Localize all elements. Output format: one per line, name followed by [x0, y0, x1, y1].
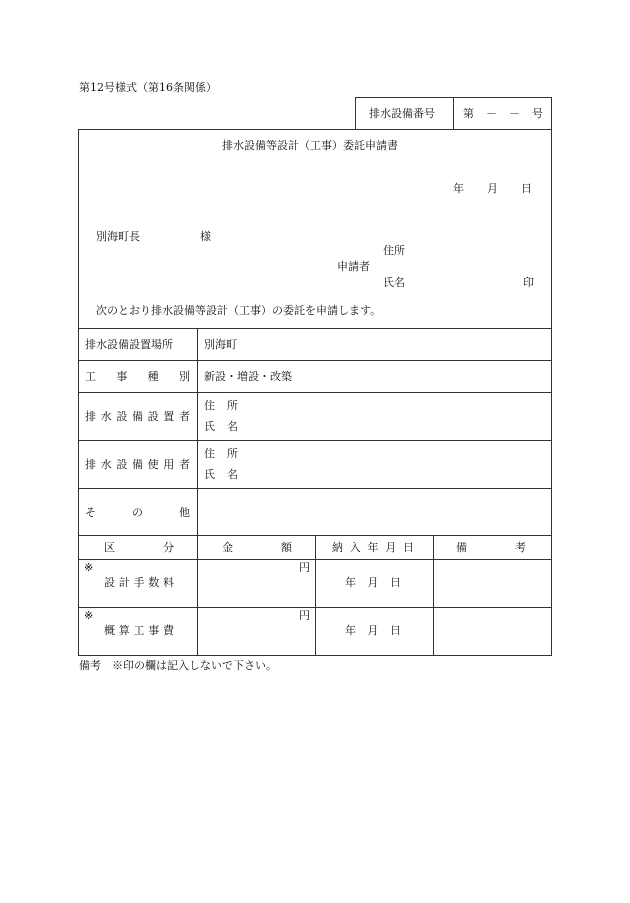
applicant-name-label: 氏名	[383, 276, 405, 289]
fee-row-1-date-char: 年	[345, 576, 356, 589]
user-address-label-char: 住	[204, 447, 215, 460]
drainage-number-value-char: 号	[532, 107, 543, 120]
fee-row-2-date-char: 年	[345, 624, 356, 637]
user-label-char: 設	[116, 458, 128, 471]
fee-header-amount-char: 額	[281, 541, 292, 554]
installer-name-label	[204, 421, 238, 432]
fee-row-2-mark: ※	[84, 609, 94, 622]
fee-header-date-char: 年	[367, 541, 379, 554]
fee-row-1-mark: ※	[84, 561, 94, 574]
user-label-char: 備	[131, 458, 143, 471]
fee-row-2-date[interactable]	[345, 625, 401, 636]
work-type-label-char: 別	[178, 370, 190, 383]
fee-header-amount	[222, 542, 292, 553]
fee-header-notes-char: 考	[515, 541, 526, 554]
fee-row-2-label-char: 算	[118, 624, 130, 637]
user-name-label	[204, 469, 238, 480]
user-label-char: 者	[178, 458, 190, 471]
fee-header-date	[332, 542, 414, 553]
form-number-header: 第12号様式（第16条関係）	[79, 81, 217, 94]
other-label-char: 他	[179, 506, 190, 519]
fee-header-date-char: 日	[403, 541, 414, 554]
honorific: 様	[200, 230, 211, 243]
footnote: 備考 ※印の欄は記入しないで下さい。	[79, 659, 277, 672]
location-label: 排水設備設置場所	[85, 338, 173, 351]
fee-header-category-char: 分	[163, 541, 174, 554]
fee-row-1-date[interactable]	[345, 577, 401, 588]
label-column-divider	[197, 328, 198, 655]
fee-row-1-date-char: 日	[390, 576, 401, 589]
user-name-label-char: 氏	[204, 468, 215, 481]
installer-label-char: 排	[85, 410, 96, 423]
installer-label-char: 者	[178, 410, 190, 423]
installer-label-char: 置	[163, 410, 175, 423]
amount-date-divider	[315, 535, 316, 655]
installer-label	[85, 411, 190, 422]
user-label-char: 使	[147, 458, 159, 471]
rule-3	[78, 392, 552, 393]
other-label	[85, 507, 190, 518]
fee-row-2-date-char: 月	[367, 624, 379, 637]
fee-row-2-unit: 円	[299, 609, 310, 622]
work-type-label	[85, 371, 190, 382]
installer-address-label-char: 住	[204, 399, 215, 412]
other-label-char: そ	[85, 506, 96, 519]
work-type-value[interactable]: 新設・増設・改築	[204, 370, 292, 383]
installer-label-char: 設	[116, 410, 128, 423]
fee-header-notes	[456, 542, 526, 553]
fee-row-1-label-char: 計	[118, 576, 130, 589]
fee-row-2-date-char: 日	[390, 624, 401, 637]
fee-header-category-char: 区	[104, 541, 115, 554]
date-notes-divider	[433, 535, 434, 655]
user-address-label-char: 所	[227, 447, 238, 460]
application-date-char: 月	[487, 182, 498, 195]
work-type-label-char: 工	[85, 370, 96, 383]
rule-2	[78, 360, 552, 361]
fee-header-category	[104, 542, 174, 553]
fee-row-2-label-char: 工	[133, 624, 145, 637]
installer-name-label-char: 名	[227, 420, 238, 433]
rule-1	[78, 328, 552, 329]
user-label-char: 排	[85, 458, 96, 471]
other-label-char: の	[132, 506, 143, 519]
applicant-address-label: 住所	[383, 244, 405, 257]
user-label-char: 用	[163, 458, 175, 471]
user-label-char: 水	[100, 458, 112, 471]
fee-header-notes-char: 備	[456, 541, 467, 554]
addressee: 別海町長	[96, 230, 140, 243]
installer-address-label	[204, 400, 238, 411]
fee-row-1-label-char: 料	[163, 576, 174, 589]
application-statement: 次のとおり排水設備等設計（工事）の委託を申請します。	[96, 304, 382, 317]
application-date-char: 年	[453, 182, 464, 195]
fee-header-date-char: 納	[332, 541, 343, 554]
installer-label-char: 備	[131, 410, 143, 423]
drainage-number-value-char: 第	[463, 107, 474, 120]
application-date-char: 日	[521, 182, 532, 195]
drainage-number-value[interactable]	[463, 108, 543, 119]
fee-row-1-date-char: 月	[367, 576, 379, 589]
document-title: 排水設備等設計（工事）委託申請書	[222, 139, 398, 152]
work-type-label-char: 事	[116, 370, 128, 383]
rule-5	[78, 488, 552, 489]
installer-label-char: 水	[100, 410, 112, 423]
user-label	[85, 459, 190, 470]
user-name-label-char: 名	[227, 468, 238, 481]
user-address-label	[204, 448, 238, 459]
fee-row-1-label-char: 手	[133, 576, 145, 589]
seal-mark: 印	[523, 276, 534, 289]
drainage-number-value-char: －	[509, 107, 520, 120]
location-value[interactable]: 別海町	[204, 338, 237, 351]
number-box-divider	[453, 97, 454, 130]
fee-row-1-label-char: 設	[104, 576, 115, 589]
installer-address-label-char: 所	[227, 399, 238, 412]
fee-header-amount-char: 金	[222, 541, 233, 554]
application-date[interactable]	[453, 183, 532, 194]
fee-row-1-unit: 円	[299, 561, 310, 574]
fee-row-2-label	[104, 625, 174, 636]
fee-row-2-label-char: 費	[163, 624, 174, 637]
drainage-number-value-char: －	[486, 107, 497, 120]
fee-row-2-label-char: 事	[148, 624, 160, 637]
installer-label-char: 設	[147, 410, 159, 423]
fee-header-date-char: 月	[385, 541, 397, 554]
drainage-number-label: 排水設備番号	[369, 107, 435, 120]
fee-row-1-label	[104, 577, 174, 588]
applicant-label: 申請者	[337, 260, 370, 273]
installer-name-label-char: 氏	[204, 420, 215, 433]
fee-row-1-label-char: 数	[148, 576, 160, 589]
fee-header-date-char: 入	[349, 541, 361, 554]
work-type-label-char: 種	[147, 370, 159, 383]
fee-row-2-label-char: 概	[104, 624, 115, 637]
rule-4	[78, 440, 552, 441]
